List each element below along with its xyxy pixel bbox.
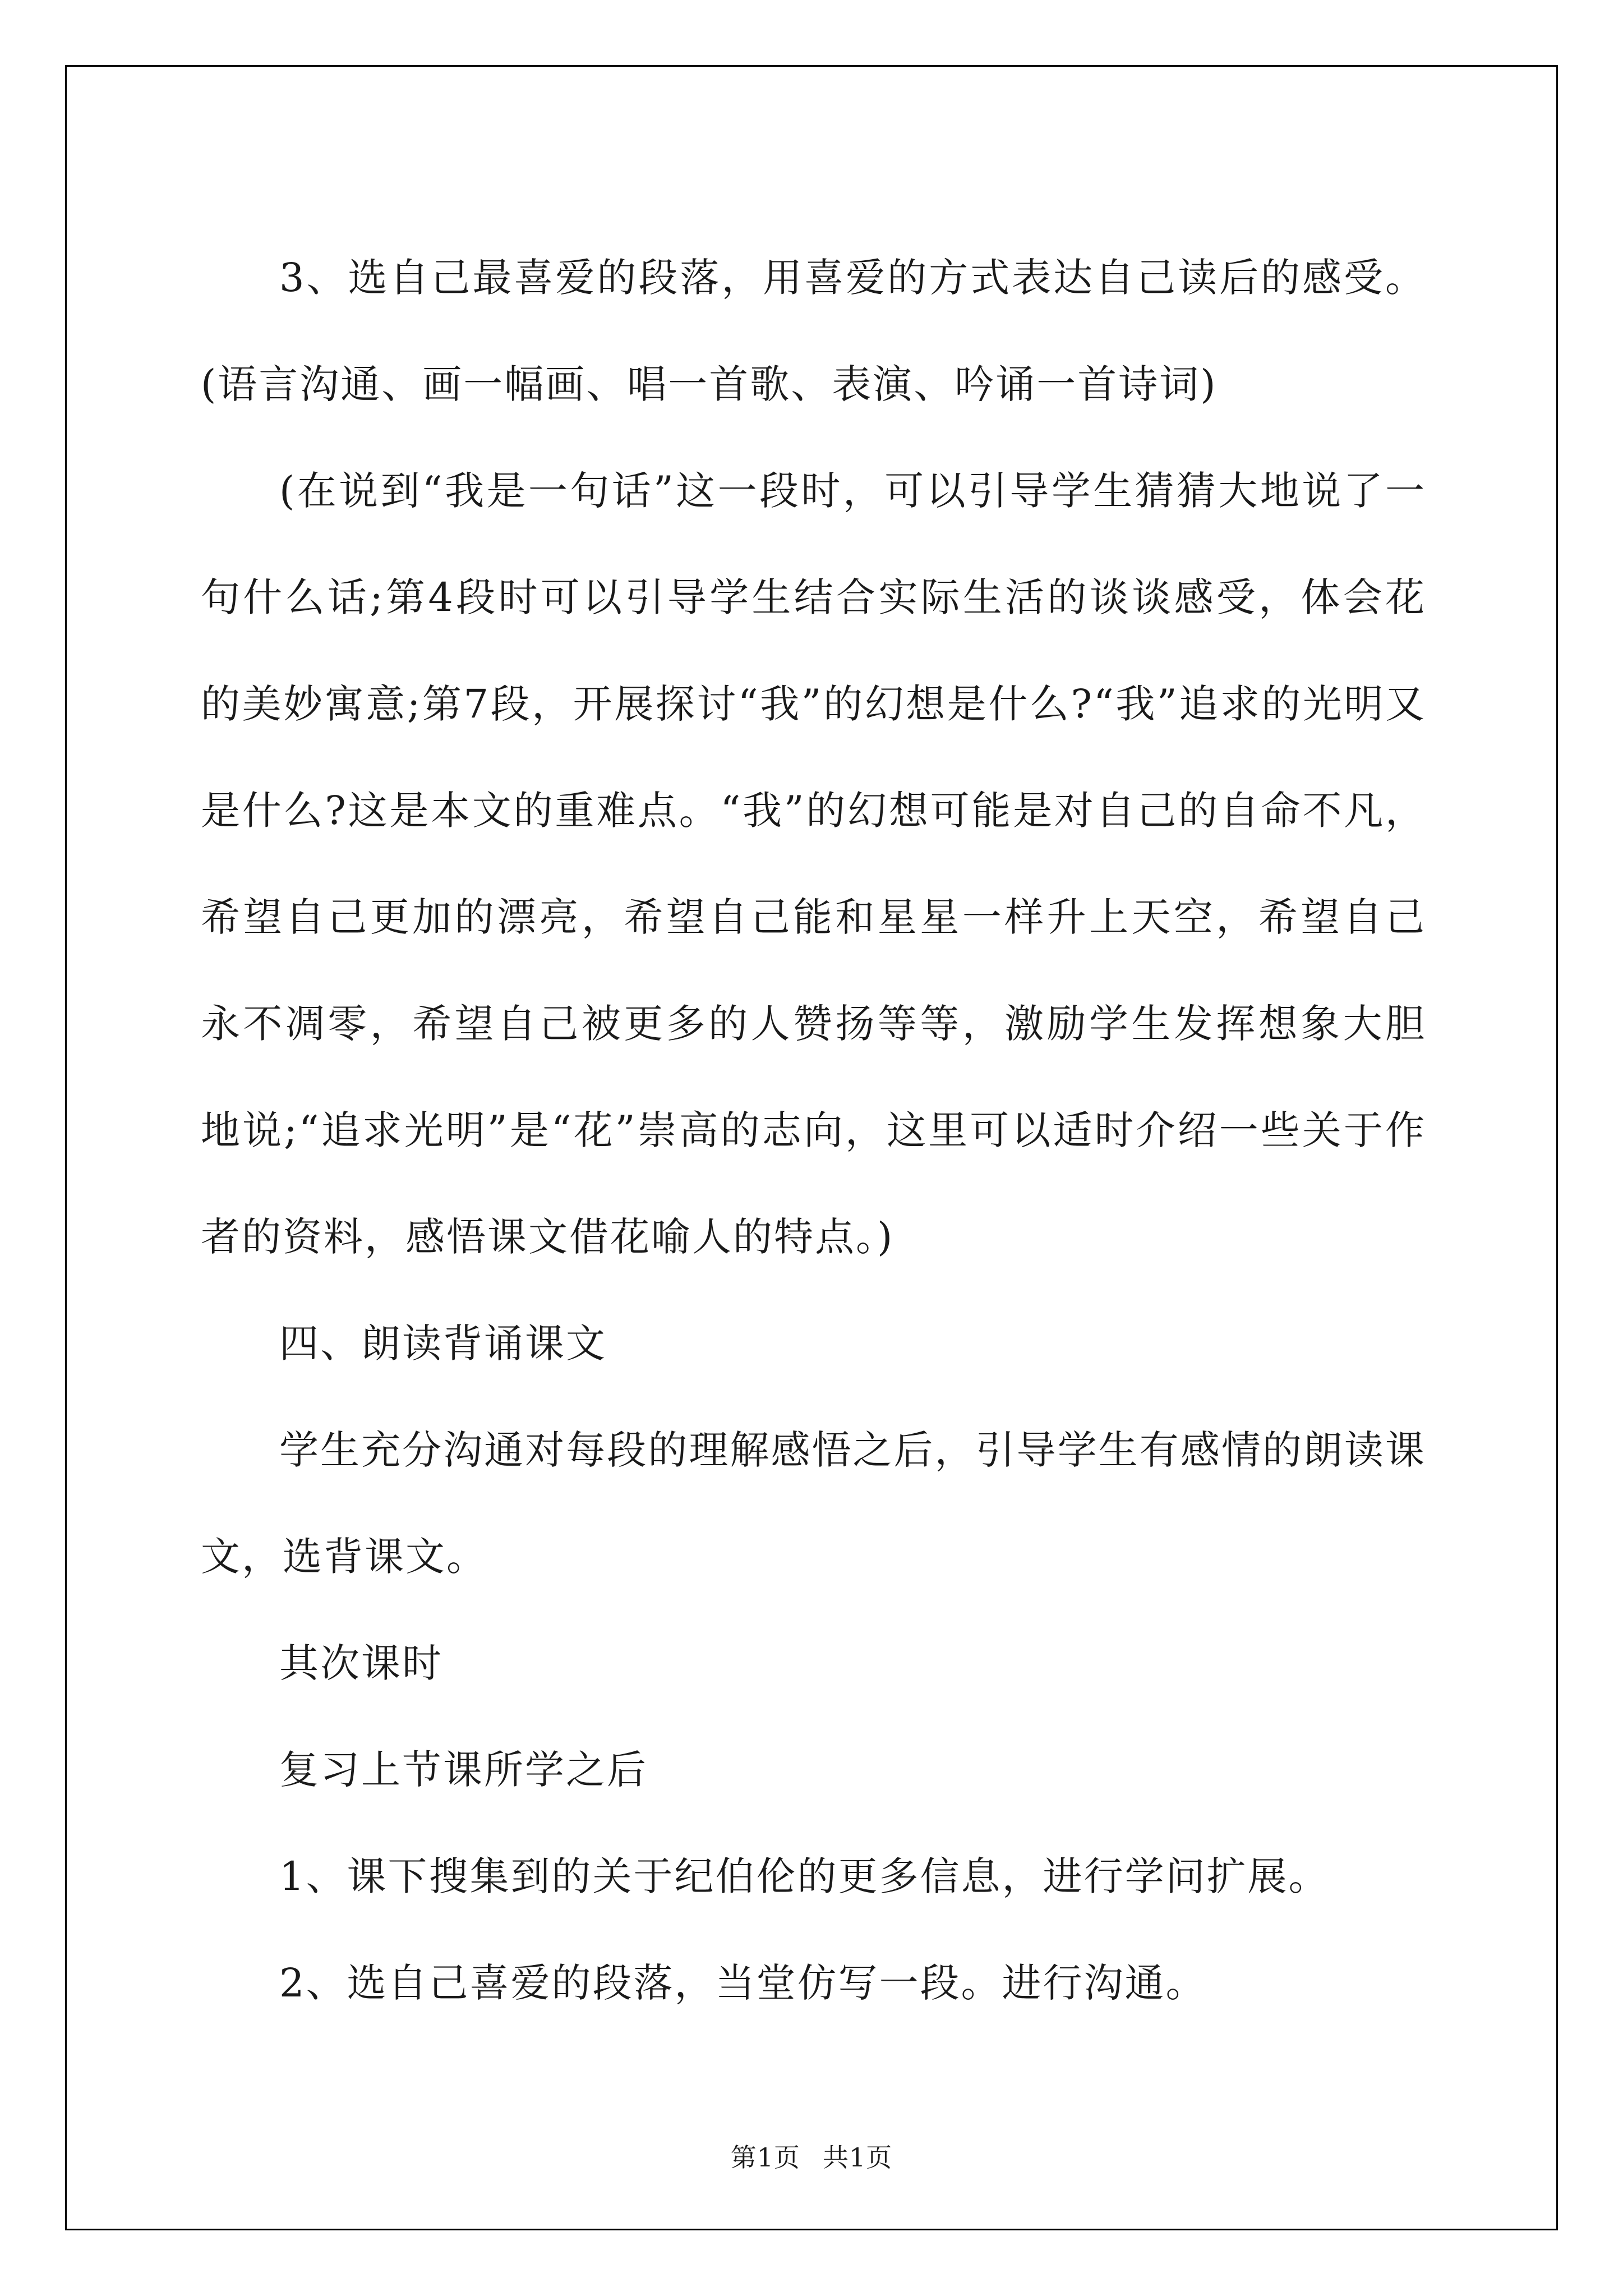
page-number: 第1页 — [730, 2142, 800, 2173]
paragraph-6: 2、选自己喜爱的段落，当堂仿写一段。进行沟通。 — [279, 1960, 1207, 2006]
page-footer — [0, 2137, 1623, 2174]
paragraph-5: 1、课下搜集到的关于纪伯伦的更多信息，进行学问扩展。 — [279, 1853, 1330, 1899]
section-heading-4: 四、朗读背诵课文 — [279, 1320, 607, 1366]
lesson-heading: 其次课时 — [279, 1640, 443, 1686]
paragraph-4: 复习上节课所学之后 — [279, 1747, 648, 1793]
paragraph-3: 学生充分沟通对每段的理解感悟之后，引导学生有感情的朗读课文，选背课文。 — [201, 1427, 1426, 1580]
paragraph-2: (在说到“我是一句话”这一段时，可以引导学生猜猜大地说了一句什么话;第4段时可以引导学生结合实际生活的谈谈感受，体会花的美妙寓意;第7段，开展探讨“我”的幻想是什么?“我”追求的光明又是什么?这是本文的重难点。“我”的幻想可能是对自己的自命不凡，希望自己更加的漂亮，希望自己能和星星一样升上天空，希望自己永不凋零，希望自己被更多的人赞扬等等，激励学生发挥想象大胆地说;“追求光明”是“花”崇高的志向，这里可以适时介绍一些关于作者的资料，感悟课文借花喻人的特点。) — [201, 468, 1426, 1260]
paragraph-1: 3、选自己最喜爱的段落，用喜爱的方式表达自己读后的感受。(语言沟通、画一幅画、唱一首歌、表演、吟诵一首诗词) — [201, 255, 1426, 407]
page-total: 共1页 — [823, 2142, 893, 2173]
document-body — [201, 224, 1426, 2036]
